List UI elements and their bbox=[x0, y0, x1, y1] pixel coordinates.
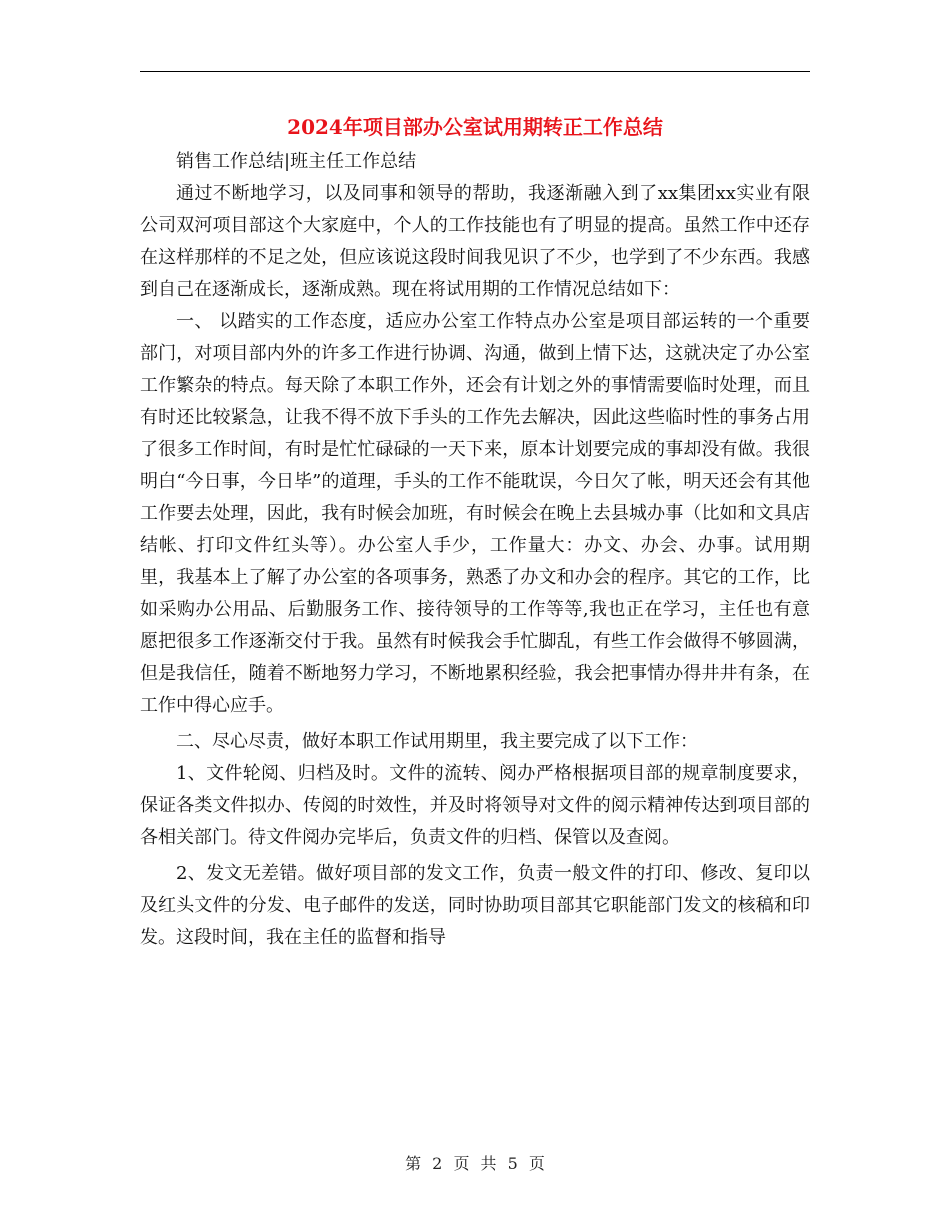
header-rule bbox=[140, 71, 810, 72]
paragraph-category: 销售工作总结|班主任工作总结 bbox=[176, 151, 417, 172]
paragraph-section-two: 二、尽心尽责，做好本职工作试用期里，我主要完成了以下工作： bbox=[176, 731, 698, 752]
paragraph-section-one: 一、 以踏实的工作态度，适应办公室工作特点办公室是项目部运转的一个重要部门，对项目部内外的许多工作进行协调、沟通，做到上情下达，这就决定了办公室工作繁杂的特点。每天除了本职工作外，还会有计划之外的事情需要临时处理，而且有时还比较紧急，让我不得不放下手头的工作先去解决，因此这些临时性的事务占用了很多工作时间，有时是忙忙碌碌的一天下来，原本计划要完成的事却没有做。我很明白“今日事，今日毕”的道理，手头的工作不能耽误，今日欠了帐，明天还会有其他工作要去处理，因此，我有时候会加班，有时候会在晚上去县城办事（比如和文具店结帐、打印文件红头等）。办公室人手少，工作量大：办文、办会、办事。试用期里，我基本上了解了办公室的各项事务，熟悉了办文和办会的程序。其它的工作，比如采购办公用品、后勤服务工作、接待领导的工作等等,我也正在学习，主任也有意愿把很多工作逐渐交付于我。虽然有时候我会手忙脚乱，有些工作会做得不够圆满，但是我信任，随着不断地努力学习，不断地累积经验，我会把事情办得井井有条，在工作中得心应手。 bbox=[140, 311, 810, 716]
document-title: 2024年项目部办公室试用期转正工作总结 bbox=[287, 115, 663, 139]
document-body bbox=[140, 146, 810, 954]
paragraph-item-one: 1、文件轮阅、归档及时。文件的流转、阅办严格根据项目部的规章制度要求，保证各类文件拟办、传阅的时效性，并及时将领导对文件的阅示精神传达到项目部的各相关部门。待文件阅办完毕后，负责文件的归档、保管以及查阅。 bbox=[140, 763, 810, 848]
paragraph-intro: 通过不断地学习，以及同事和领导的帮助，我逐渐融入到了xx集团xx实业有限公司双河项目部这个大家庭中，个人的工作技能也有了明显的提高。虽然工作中还存在这样那样的不足之处，但应该说这段时间我见识了不少，也学到了不少东西。我感到自己在逐渐成长，逐渐成熟。现在将试用期的工作情况总结如下： bbox=[140, 183, 810, 300]
paragraph-item-two: 2、发文无差错。做好项目部的发文工作，负责一般文件的打印、修改、复印以及红头文件的分发、电子邮件的发送，同时协助项目部其它职能部门发文的核稿和印发。这段时间，我在主任的监督和指导 bbox=[140, 863, 810, 948]
page-number-footer: 第 2 页 共 5 页 bbox=[405, 1154, 545, 1173]
